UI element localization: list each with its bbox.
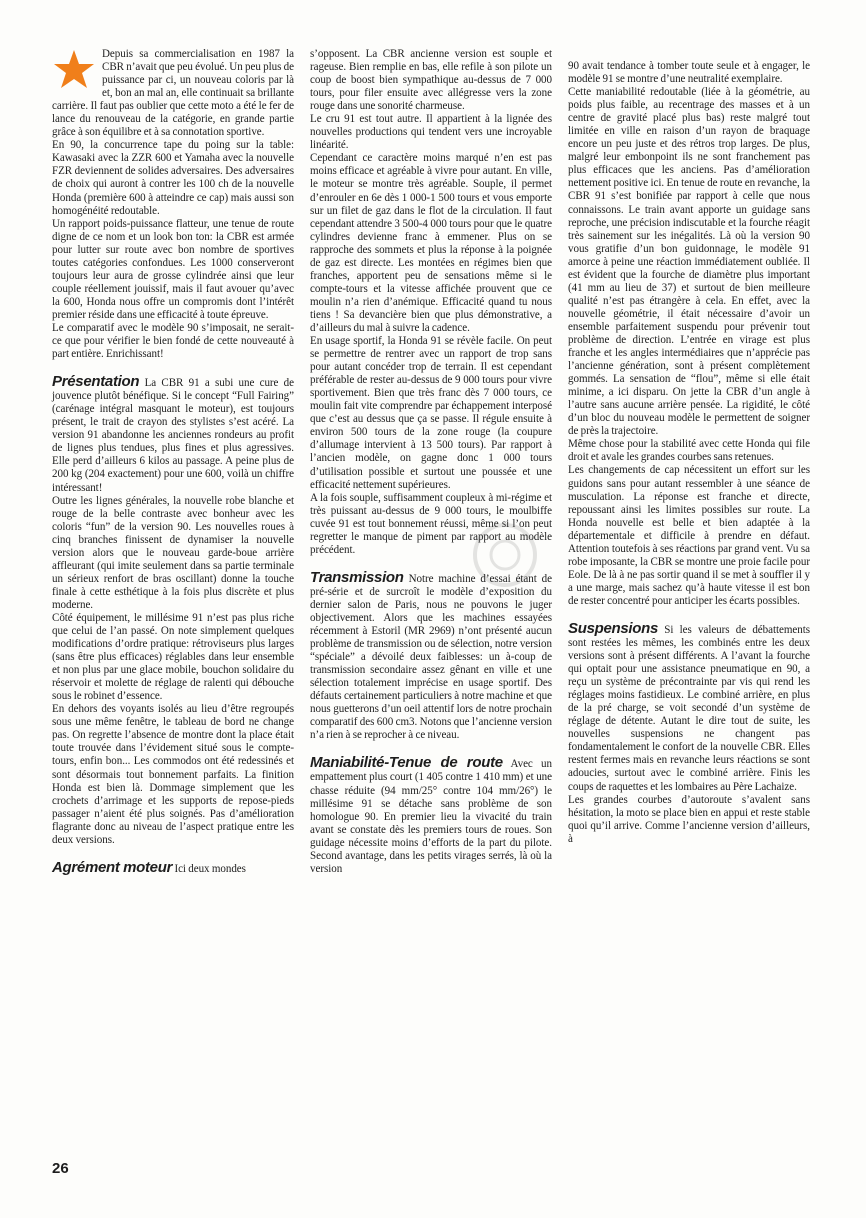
section-text: La CBR 91 a subi une cure de jouvence plutôt bénéfique. Si le concept “Full Fairing” (carénage intégral masquant le moteur), est toujours présent, le trait de crayon des stylistes s’est acéré. La version 91 abandonne les anciennes rondeurs au profit de lignes plus tendues, plus fines et plus agressives. Elle perd d’ailleurs 6 kilos au passage. A peine plus de 200 kg (204 exactement) pour une 600, voilà un chiffre intéressant! <box>52 377 295 494</box>
paragraph: En dehors des voyants isolés au lieu d’être regroupés sous une même fenêtre, le tableau de bord ne change pas. On regrette l’absence de montre dont la place était toute trouvée dans l’évidement situé sous le compte-tours, enfin bon... Les commodos ont été redessinés et sont désormais tout bonnement parfaits. La finition Honda est bien là. Dommage simplement que les crochets d’arrimage et les supports de repose-pieds passager n’aient été plus soignés. Pas d’amélioration flagrante donc au niveau de l’aspect pratique entre les deux versions. <box>52 703 294 846</box>
section-text: Notre machine d’essai étant de pré-série et de surcroît le modèle d’exposition du dernier salon de Paris, nous ne pouvons le juger objectivement. Alors que les machines essayées récemment à Estoril (MR 2969) n’ont présenté aucun problème de transmission ou de sélection, notre version “spéciale” a dévoilé deux faiblesses: un à-coup de transmission secondaire assez gênant en ville et une sélection totalement imprécise en usage sportif. Des défauts certainement particuliers à notre machine et que nous guetterons d’un oeil attentif lors de notre prochain comparatif des 600 cm3. Notons que l’ancienne version n’a rien à se reprocher à ce niveau. <box>310 572 553 742</box>
column-3 <box>568 60 810 846</box>
paragraph: Le comparatif avec le modèle 90 s’imposait, ne serait-ce que pour vérifier le bien fondé de cette nouveauté à part entière. Enrichissant! <box>52 321 294 361</box>
section-suspensions <box>568 619 810 794</box>
section-text: Ici deux mondes <box>174 862 246 875</box>
paragraph: Cependant ce caractère moins marqué n’en est pas moins efficace et agréable à vivre pour autant. En ville, le moteur se montre très agréable. Souple, il permet d’enrouler en 6e dès 1 000-1 500 tours et vous emporte sur un filet de gaz dans le flot de la circulation. Il faut cependant attendre 3 500-4 000 tours pour que le quatre cylindres devienne franc à emmener. Plus on se rapproche des sommets et plus la réponse à la poignée de gaz est directe. Les montées en régimes bien que franches, apportent peu de sensations même si le compte-tours et la vitesse affichée prouvent que ce moulin n’a rien d’anémique. Efficacité quand tu nous tiens ! Sa devancière bien que plus démonstrative, a d’ailleurs du mal à suivre la cadence. <box>310 152 552 334</box>
paragraph: Côté équipement, le millésime 91 n’est pas plus riche que celui de l’an passé. On note simplement quelques modifications d’ordre pratique: rétroviseurs plus larges (sans être plus efficaces) réglables dans leur ensemble et non plus par une glace mobile, bouchon solidaire du réservoir et molette de réglage de ralenti qui débouche sous le robinet d’essence. <box>52 611 294 703</box>
section-presentation <box>52 375 294 494</box>
watermark-stamp-icon <box>470 520 540 590</box>
section-text: Si les valeurs de débattements sont restées les mêmes, les combinés entre les deux versions sont à présent différents. A l’avant la fourche qui optait pour une assistance pneumatique en 90, a reçu un système de précontrainte par vis qui rend les réglages moins fastidieux. Le combiné arrière, en plus de la pré charge, se voit secondé d’un système de réglage de détente. Autant le dire tout de suite, les nouvelles suspensions ne changent pas fondamentalement le confort de la nouvelle CBR. Elles restent fermes mais en revanche leurs réactions se sont adoucies, surtout avec le combiné arrière. Finis les coups de raquettes et les lombaires au Père Lachaize. <box>568 623 810 793</box>
paragraph: A la fois souple, suffisamment coupleux à mi-régime et très puissant au-dessus de 9 000 tours, le moulbiffe cuvée 91 est tout bonnement réussi, même si l’on peut regretter le manque de piment par rapport au modèle précédent. <box>310 491 552 556</box>
page-number: 26 <box>52 1160 69 1177</box>
heading-presentation: Présentation <box>52 373 140 391</box>
paragraph: 90 avait tendance à tomber toute seule et à engager, le modèle 91 se montre d’une neutralité exemplaire. <box>568 60 810 86</box>
section-agrement <box>52 858 294 876</box>
heading-agrement-moteur: Agrément moteur <box>52 858 173 876</box>
section-maniabilite <box>310 756 552 875</box>
paragraph: Même chose pour la stabilité avec cette Honda qui file droit et avale les grandes courbes sans retenues. <box>568 438 810 464</box>
paragraph: Cette maniabilité redoutable (liée à la géométrie, au poids plus faible, au recentrage des masses et à un centre de gravité placé plus bas) reste malgré tout limitée en ville en raison d’un rayon de braquage encore un peu juste et des rétros trop larges. De plus, malgré leur embonpoint ils ne sont franchement pas plus efficaces que les anciens. Pas d’amélioration nettement positive ici. En tenue de route en revanche, la CBR 91 s’est bonifiée par rapport à celle que nous connaissons. Le train avant apporte un guidage sans reproche, une précision indiscutable et la fourche réagit très sainement sur les inégalités. Là où la version 90 vous gratifie d’un bon guidonnage, le modèle 91 amorce à peine une réaction immédiatement oubliée. Il est évident que la fourche de diamètre plus important (41 mm au lieu de 37) et surtout de bien meilleure qualité n’est pas étrangère à cela. En effet, avec la nouvelle géométrie, il était nécessaire d’avoir un ensemble parfaitement suspendu pour prévenir tout problème de direction. L’entrée en virage est plus franche et les angles intermédiaires que n’apprécie pas l’ancienne génération, sont à présent complètement gommés. La sensation de “flou”, même si elle était minime, a ici disparu. On jette la CBR d’un angle à l’autre sans aucune arrière pensée. La rigidité, le côté d’un bloc du nouveau modèle le permettent de soigner de près la trajectoire. <box>568 86 810 438</box>
paragraph: En usage sportif, la Honda 91 se révèle facile. On peut se permettre de rentrer avec un rapport de trop sans pour autant concéder trop de terrain. Il est cependant préférable de rester au-dessus de 9 000 tours pour vivre sportivement. Bien que très franc dès 7 000 tours, ce moulin fait vite comprendre par échappement interposé que c’est au dessus que ça se passe. Il régule ensuite à environ 500 tours de la zone rouge (la coupure d’allumage intervient à 13 500 tours). Par rapport à l’ancien modèle, on gagne donc 1 000 tours d’utilisation possible et surtout une poussée et une efficacité nettement supérieures. <box>310 335 552 491</box>
section-transmission <box>310 568 553 743</box>
star-icon <box>52 48 96 92</box>
heading-transmission: Transmission <box>310 568 404 586</box>
paragraph: Le cru 91 est tout autre. Il appartient à la lignée des nouvelles productions qui tendent vers une incroyable linéarité. <box>310 113 552 152</box>
paragraph: Outre les lignes générales, la nouvelle robe blanche et rouge de la belle contraste avec bonheur avec les coloris “fun” de la version 90. Les nouvelles roues à cinq branches finissent de dynamiser la nouvelle version alors que le nouveau garde-boue arrière affleurant (qui imite seulement dans sa partie terminale un sérieux renfort de bras oscillant) donne la touche finale à cette esthétique à la fois plus discrète et plus moderne. <box>52 494 294 611</box>
paragraph: Les grandes courbes d’autoroute s’avalent sans hésitation, la moto se place bien en appui et reste stable quoi qu’il arrive. Comme l’ancienne version d’ailleurs, à <box>568 793 810 845</box>
column-1 <box>52 48 294 876</box>
heading-maniabilite: Maniabilité-Tenue de route <box>310 754 503 772</box>
paragraph: En 90, la concurrence tape du poing sur la table: Kawasaki avec la ZZR 600 et Yamaha avec la nouvelle FZR deviennent de solides adversaires. Des adversaires de choix qui auront à contrer les 100 ch de la nouvelle Honda (première 600 à atteindre ce cap) mais aussi son homogénéité redoutable. <box>52 139 294 217</box>
intro-paragraph: Depuis sa commercialisation en 1987 la CBR n’avait que peu évolué. Un peu plus de puissance par ci, un nouveau coloris par là et, bon an mal an, elle continuait sa brillante carrière. Il faut pas oublier que cette moto a été le fer de lance du renouveau de la catégorie, en grande partie grâce à son équilibre et à sa connotation sportive. <box>52 48 294 139</box>
heading-suspensions: Suspensions <box>568 619 659 637</box>
paragraph: s’opposent. La CBR ancienne version est souple et rageuse. Bien remplie en bas, elle refile à son pilote un coup de boost bien sympathique au-dessus de 7 000 tours, pour filer ensuite avec allégresse vers la zone rouge dans une sonorité charmeuse. <box>310 48 552 113</box>
column-2 <box>310 48 552 876</box>
paragraph: Les changements de cap nécessitent un effort sur les guidons sans pour autant ressembler à une séance de musculation. La réponse est franche et directe, repoussant ainsi les limites possibles sur route. La Honda nouvelle est belle et bien adaptée à la départementale et difficile à prendre en défaut. Attention toutefois à ses réactions par grand vent. Vu sa robe imposante, la CBR se montre une proie facile pour Eole. De là à ne pas sortir quand il se met à souffler il y a une marge, mais sachez qu’à haute vitesse il est bon de rester concentré pour anticiper les écarts possibles. <box>568 464 810 607</box>
section-text: Avec un empattement plus court (1 405 contre 1 410 mm) et une chasse réduite (94 mm/25° contre 104 mm/26°) le millésime 91 se détache sans problème de son homologue 90. En premier lieu la vivacité du train avant se constate dès les premiers tours de roues. Son guidage nécessite moins d’efforts de la part du pilote. Second avantage, dans les petits virages serrés, là où la version <box>310 758 552 875</box>
paragraph: Un rapport poids-puissance flatteur, une tenue de route digne de ce nom et un look bon ton: la CBR est armée pour lutter sur route avec bon nombre de sportives toutes catégories confondues. Les 1000 conserveront toujours leur aura de grosse cylindrée ainsi que leur couple réellement jouissif, mais il faut avouer qu’avec la 600, Honda nous offre un compromis dont l’intérêt premier réside dans une efficacité à toute épreuve. <box>52 217 294 321</box>
